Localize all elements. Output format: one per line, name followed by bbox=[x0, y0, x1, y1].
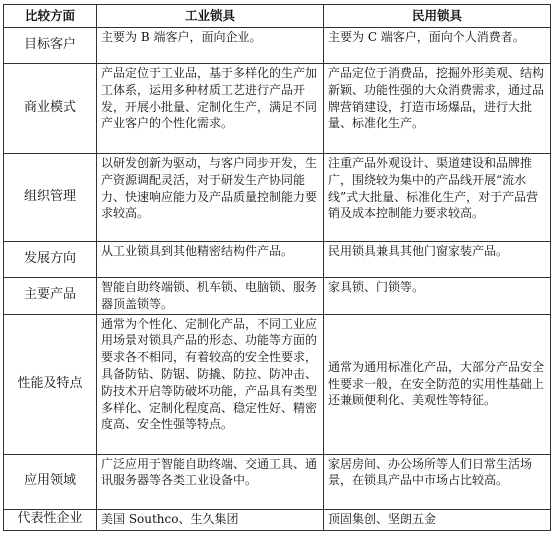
header-industrial-locks: 工业锁具 bbox=[97, 5, 324, 28]
comparison-table bbox=[3, 4, 551, 531]
row-aspect: 发展方向 bbox=[4, 242, 97, 278]
row-industrial: 智能自助终端锁、机车锁、电脑锁、服务器顶盖锁等。 bbox=[97, 278, 324, 315]
table-row bbox=[4, 154, 551, 242]
row-civil: 家居房间、办公场所等人们日常生活场景，在锁具产品中市场占比较高。 bbox=[324, 454, 551, 509]
row-civil: 民用锁具兼具其他门窗家装产品。 bbox=[324, 242, 551, 278]
header-aspect: 比较方面 bbox=[4, 5, 97, 28]
row-industrial: 通常为个性化、定制化产品，不同工业应用场景对锁具产品的形态、功能等方面的要求各不相同，有着较高的安全性要求，具备防钻、防锯、防撬、防拉、防冲击、防技术开启等防破坏功能，产品具有类型多样化、定制化程度高、稳定性好、精密度高、安全性强等特点。 bbox=[97, 314, 324, 454]
row-aspect: 应用领域 bbox=[4, 454, 97, 509]
table-row bbox=[4, 314, 551, 454]
table-row bbox=[4, 454, 551, 509]
header-civil-locks: 民用锁具 bbox=[324, 5, 551, 28]
row-aspect: 目标客户 bbox=[4, 28, 97, 64]
row-industrial: 广泛应用于智能自助终端、交通工具、通讯服务器等各类工业设备中。 bbox=[97, 454, 324, 509]
table-row bbox=[4, 64, 551, 154]
row-industrial: 美国 Southco、生久集团 bbox=[97, 509, 324, 530]
row-civil: 家具锁、门锁等。 bbox=[324, 278, 551, 315]
row-civil: 顶固集创、坚朗五金 bbox=[324, 509, 551, 530]
row-aspect: 性能及特点 bbox=[4, 314, 97, 454]
row-civil: 产品定位于消费品，挖掘外形美观、结构新颖、功能性强的大众消费需求，通过品牌营销建设，打造市场爆品，进行大批量、标准化生产。 bbox=[324, 64, 551, 154]
row-industrial: 主要为 B 端客户，面向企业。 bbox=[97, 28, 324, 64]
table-row bbox=[4, 509, 551, 530]
row-aspect: 商业模式 bbox=[4, 64, 97, 154]
row-civil: 主要为 C 端客户，面向个人消费者。 bbox=[324, 28, 551, 64]
row-industrial: 以研发创新为驱动，与客户同步开发，生产资源调配灵活，对于研发生产协同能力、快速响应能力及产品质量控制能力要求较高。 bbox=[97, 154, 324, 242]
table-row bbox=[4, 28, 551, 64]
row-aspect: 主要产品 bbox=[4, 278, 97, 315]
row-civil: 通常为通用标准化产品，大部分产品安全性要求一般，在安全防范的实用性基础上还兼顾便利化、美观性等特征。 bbox=[324, 314, 551, 454]
table-row bbox=[4, 278, 551, 315]
row-industrial: 从工业锁具到其他精密结构件产品。 bbox=[97, 242, 324, 278]
table-row bbox=[4, 242, 551, 278]
row-aspect: 代表性企业 bbox=[4, 509, 97, 530]
header-row bbox=[4, 5, 551, 28]
row-aspect: 组织管理 bbox=[4, 154, 97, 242]
row-industrial: 产品定位于工业品，基于多样化的生产加工体系，运用多种材质工艺进行产品开发，开展小批量、定制化生产，满足不同产业客户的个性化需求。 bbox=[97, 64, 324, 154]
row-civil: 注重产品外观设计、渠道建设和品牌推广，围绕较为集中的产品线开展“流水线”式大批量、标准化生产，对于产品营销及成本控制能力要求较高。 bbox=[324, 154, 551, 242]
